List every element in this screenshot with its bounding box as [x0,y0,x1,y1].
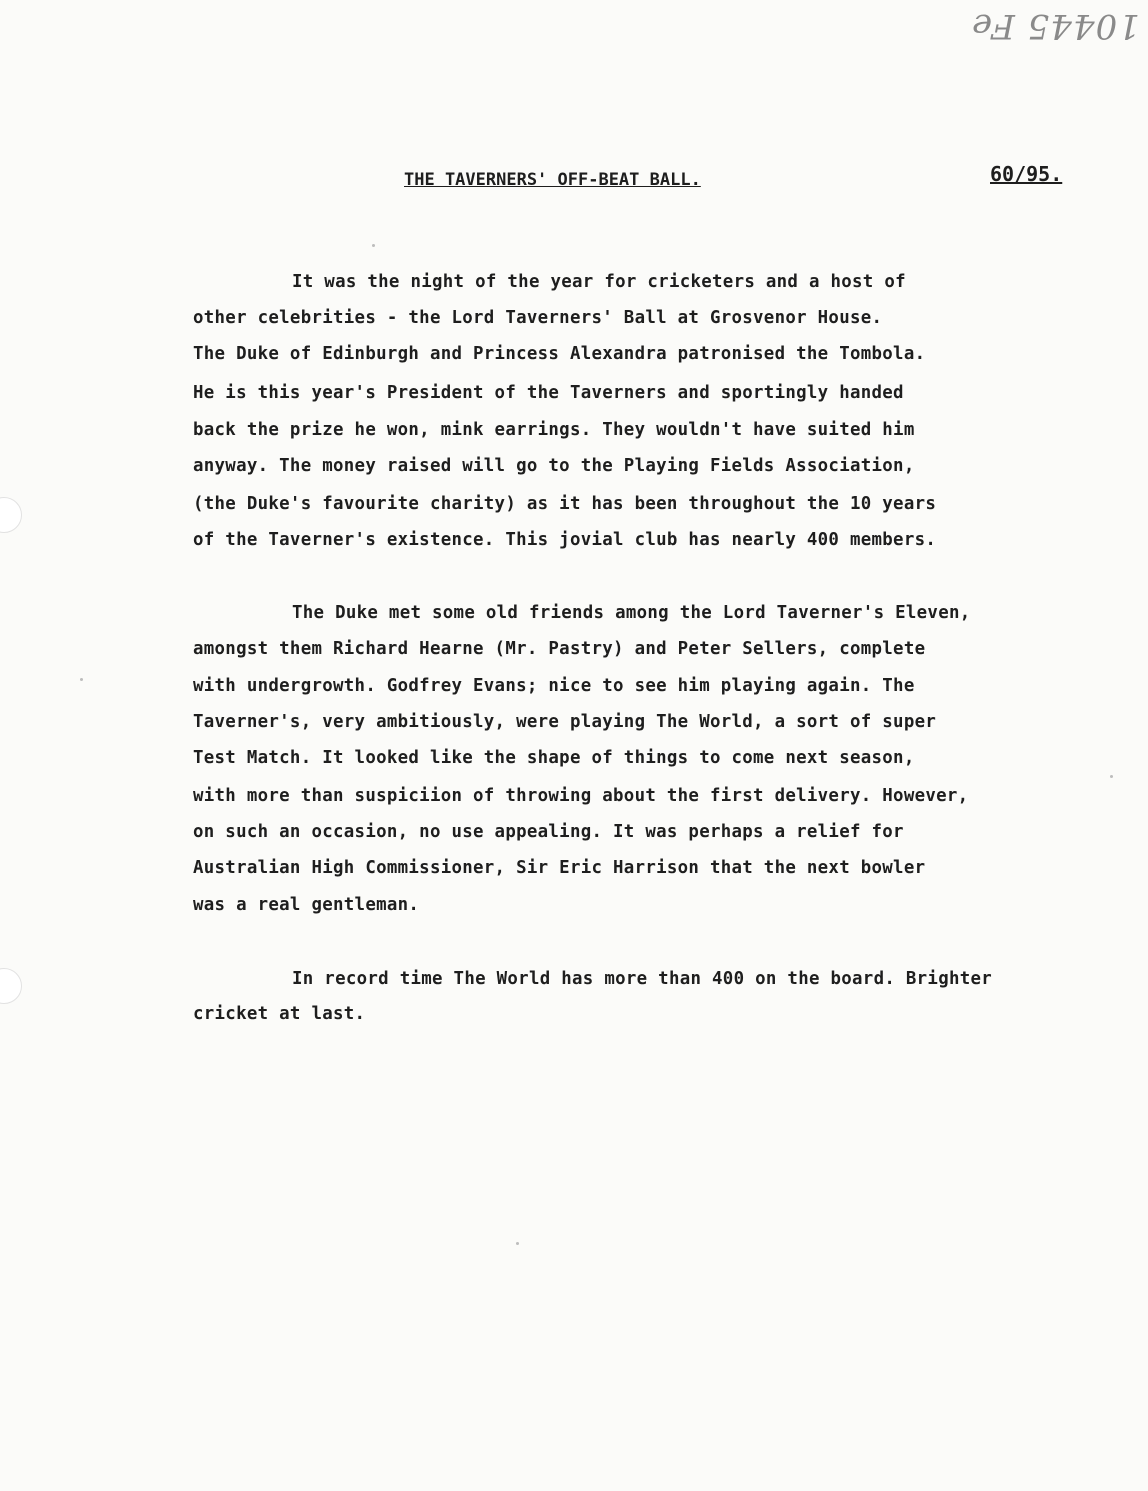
paragraph-line: with more than suspiciion of throwing about the first delivery. However, [193,786,969,806]
paragraph-line: Test Match. It looked like the shape of things to come next season, [193,748,915,768]
scan-speck [1110,775,1113,778]
paragraph-line: other celebrities - the Lord Taverners' Ball at Grosvenor House. [193,308,883,328]
paragraph-line: cricket at last. [193,1004,366,1024]
paragraph-line: (the Duke's favourite charity) as it has been throughout the 10 years [193,494,937,514]
paragraph-line: Taverner's, very ambitiously, were playing The World, a sort of super [193,712,937,732]
paragraph-line: In record time The World has more than 400 on the board. Brighter [292,969,993,989]
document-title: THE TAVERNERS' OFF-BEAT BALL. [404,170,701,190]
document-reference: 60/95. [990,162,1063,186]
paragraph-line: amongst them Richard Hearne (Mr. Pastry) and Peter Sellers, complete [193,639,926,659]
paragraph-line: was a real gentleman. [193,895,420,915]
punch-hole-lower [0,968,22,1004]
paragraph-line: with undergrowth. Godfrey Evans; nice to see him playing again. The [193,676,915,696]
scan-speck [80,678,83,681]
paragraph-line: anyway. The money raised will go to the Playing Fields Association, [193,456,915,476]
punch-hole-upper [0,497,22,533]
paragraph-line: Australian High Commissioner, Sir Eric Harrison that the next bowler [193,858,926,878]
paragraph-line: of the Taverner's existence. This jovial club has nearly 400 members. [193,530,937,550]
paragraph-line: It was the night of the year for cricketers and a host of [292,272,906,292]
paragraph-line: The Duke met some old friends among the Lord Taverner's Eleven, [292,603,971,623]
paragraph-line: He is this year's President of the Taverners and sportingly handed [193,383,904,403]
paragraph-line: on such an occasion, no use appealing. It was perhaps a relief for [193,822,904,842]
scan-speck [516,1242,519,1245]
paragraph-line: back the prize he won, mink earrings. They wouldn't have suited him [193,420,915,440]
scan-speck [372,244,375,247]
paragraph-line: The Duke of Edinburgh and Princess Alexandra patronised the Tombola. [193,344,926,364]
archive-mark: 10445 Fe [971,6,1140,46]
